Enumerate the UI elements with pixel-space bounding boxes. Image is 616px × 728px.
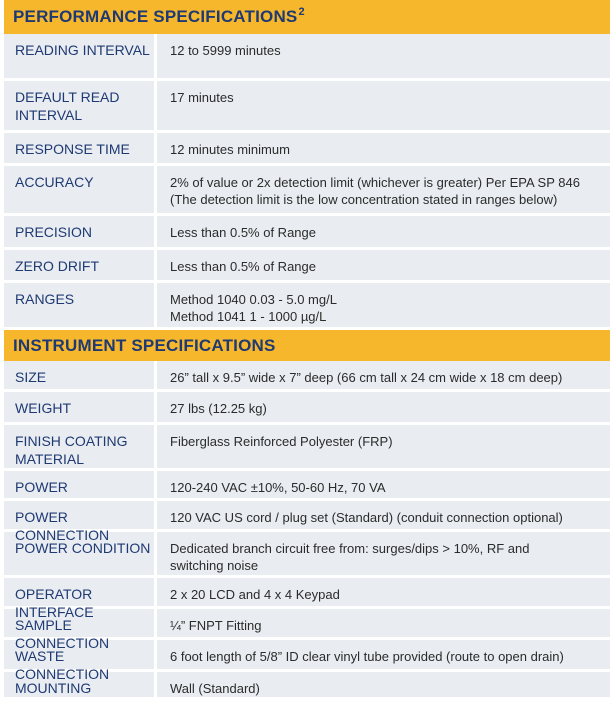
spec-label-text: FINISH COATING MATERIAL <box>15 433 128 467</box>
spec-label: OPERATOR INTERFACE <box>4 578 157 606</box>
spec-value-line: Method 1041 1 - 1000 µg/L <box>170 309 327 324</box>
spec-label: RANGES <box>4 283 157 327</box>
spec-value <box>157 361 610 389</box>
spec-row <box>4 361 610 392</box>
spec-value <box>157 392 610 422</box>
spec-label: POWER <box>4 471 157 498</box>
spec-row <box>4 392 610 425</box>
spec-label <box>4 81 157 130</box>
spec-label <box>4 425 157 468</box>
spec-value <box>157 166 610 213</box>
spec-value-line: Wall (Standard) <box>170 681 260 696</box>
spec-value <box>157 216 610 247</box>
spec-value-line: 12 minutes minimum <box>170 142 290 157</box>
spec-row <box>4 81 610 133</box>
spec-row <box>4 283 610 330</box>
spec-value <box>157 133 610 163</box>
spec-value <box>157 501 610 529</box>
spec-value <box>157 672 610 697</box>
spec-label: ZERO DRIFT <box>4 250 157 280</box>
performance-spec-table <box>4 34 610 330</box>
performance-section-header <box>4 0 610 34</box>
spec-row <box>4 640 610 682</box>
spec-value-line: 120 VAC US cord / plug set (Standard) (conduit connection optional) <box>170 510 563 525</box>
spec-value <box>157 34 610 78</box>
instrument-section-header <box>4 330 610 361</box>
spec-row <box>4 532 610 578</box>
spec-sheet <box>4 0 610 700</box>
spec-value-line: 2% of value or 2x detection limit (whichever is greater) Per EPA SP 846 <box>170 175 580 190</box>
spec-value-line: 26” tall x 9.5” wide x 7” deep (66 cm tall x 24 cm wide x 18 cm deep) <box>170 370 563 385</box>
spec-row <box>4 166 610 216</box>
spec-value <box>157 640 610 669</box>
spec-label: ACCURACY <box>4 166 157 213</box>
spec-row <box>4 672 610 700</box>
instrument-section-title: INSTRUMENT SPECIFICATIONS <box>13 335 276 355</box>
spec-row <box>4 250 610 283</box>
spec-value-line: Fiberglass Reinforced Polyester (FRP) <box>170 434 393 449</box>
spec-value-line: 2 x 20 LCD and 4 x 4 Keypad <box>170 587 340 602</box>
spec-value-line: Method 1040 0.03 - 5.0 mg/L <box>170 292 337 307</box>
spec-value-line: 17 minutes <box>170 90 234 105</box>
spec-value-line: ¼” FNPT Fitting <box>170 618 262 633</box>
spec-value <box>157 250 610 280</box>
instrument-spec-table <box>4 361 610 700</box>
spec-value-line: switching noise <box>170 558 259 573</box>
spec-label: SAMPLE CONNECTION <box>4 609 157 637</box>
spec-label: POWER CONDITION <box>4 532 157 575</box>
spec-label: POWER CONNECTION <box>4 501 157 529</box>
spec-row <box>4 501 610 543</box>
spec-value-line: Less than 0.5% of Range <box>170 225 316 240</box>
spec-value-line: 12 to 5999 minutes <box>170 43 281 58</box>
spec-label: SIZE <box>4 361 157 389</box>
spec-row <box>4 578 610 620</box>
spec-row <box>4 425 610 471</box>
spec-row <box>4 471 610 501</box>
spec-value <box>157 609 610 637</box>
spec-value <box>157 471 610 498</box>
spec-value-line: Less than 0.5% of Range <box>170 259 316 274</box>
spec-label: WEIGHT <box>4 392 157 422</box>
spec-value-line: (The detection limit is the low concentration stated in ranges below) <box>170 192 558 207</box>
spec-label: MOUNTING <box>4 672 157 697</box>
spec-row <box>4 216 610 250</box>
performance-section-title: PERFORMANCE SPECIFICATIONS <box>13 7 298 26</box>
spec-value-line: 6 foot length of 5/8” ID clear vinyl tube provided (route to open drain) <box>170 649 564 664</box>
spec-value-line: Dedicated branch circuit free from: surges/dips > 10%, RF and <box>170 541 530 556</box>
spec-label: PRECISION <box>4 216 157 247</box>
spec-row <box>4 34 610 81</box>
spec-value <box>157 283 610 327</box>
spec-value-line: 120-240 VAC ±10%, 50-60 Hz, 70 VA <box>170 480 386 495</box>
spec-label-text: DEFAULT READ INTERVAL <box>15 89 120 123</box>
spec-row <box>4 133 610 166</box>
spec-value-line: 27 lbs (12.25 kg) <box>170 401 267 416</box>
spec-label: RESPONSE TIME <box>4 133 157 163</box>
spec-value <box>157 81 610 130</box>
footnote-marker: 2 <box>298 6 305 18</box>
spec-value <box>157 578 610 606</box>
spec-value <box>157 532 610 575</box>
spec-label: WASTE CONNECTION <box>4 640 157 669</box>
spec-value <box>157 425 610 468</box>
spec-row <box>4 609 610 651</box>
spec-label: READING INTERVAL <box>4 34 157 78</box>
